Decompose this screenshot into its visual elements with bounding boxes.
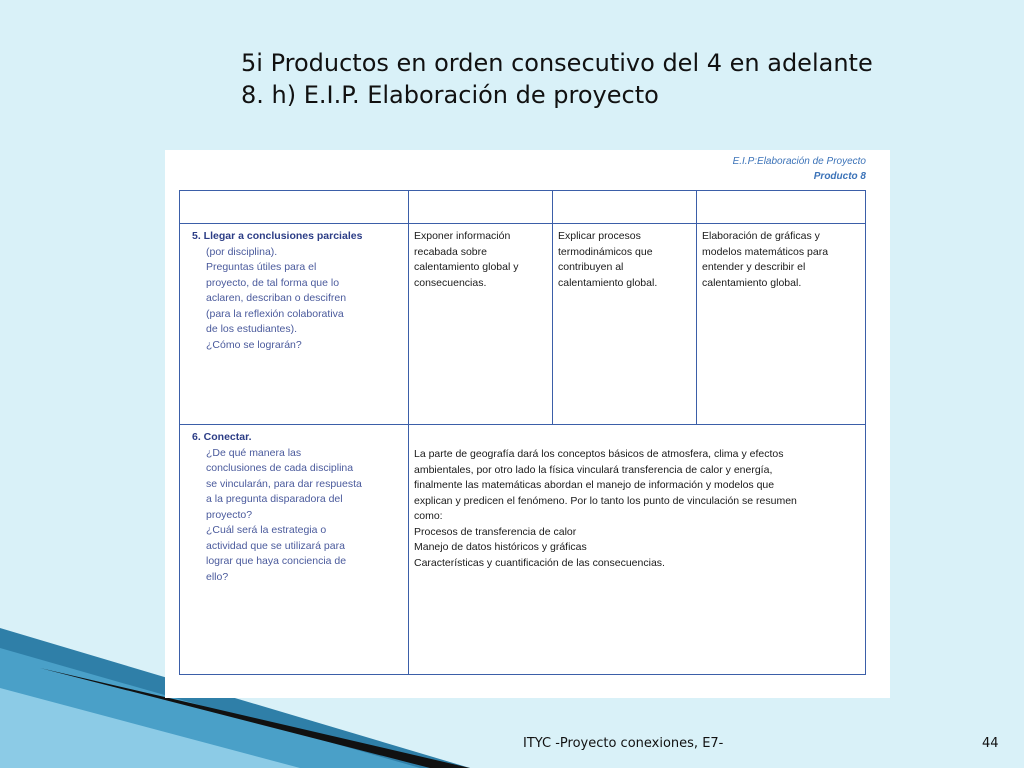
row6-line: se vincularán, para dar respuesta bbox=[206, 477, 362, 490]
row6-line: a la pregunta disparadora del bbox=[206, 493, 343, 505]
document-header bbox=[733, 156, 866, 182]
document-header-title: E.I.P:Elaboración de Proyecto bbox=[732, 156, 866, 167]
table-row bbox=[180, 224, 866, 425]
cell-line: Características y cuantificación de las consecuencias. bbox=[414, 556, 665, 569]
table-cell bbox=[180, 191, 409, 224]
cell-line: calentamiento global. bbox=[558, 276, 658, 289]
table-cell bbox=[553, 191, 697, 224]
row6-line: actividad que se utilizará para bbox=[206, 539, 345, 552]
row5-line: proyecto, de tal forma que lo bbox=[206, 276, 340, 289]
footer-text: ITYC -Proyecto conexiones, E7- bbox=[523, 736, 724, 751]
cell-line: contribuyen al bbox=[558, 261, 624, 273]
row5-line: de los estudiantes). bbox=[206, 323, 298, 335]
cell-line: ambientales, por otro lado la física vinculará transferencia de calor y energía, bbox=[414, 463, 773, 476]
cell-line: Exponer información bbox=[414, 230, 511, 242]
row6-label-cell bbox=[180, 425, 409, 675]
row6-lead: 6. Conectar. bbox=[192, 431, 252, 443]
row5-line: aclaren, describan o descifren bbox=[206, 292, 347, 304]
cell-line: entender y describir el bbox=[702, 261, 806, 273]
table-header-row bbox=[180, 191, 866, 224]
cell-line: modelos matemáticos para bbox=[702, 245, 829, 258]
project-table bbox=[179, 190, 866, 675]
row6-line: ¿De qué manera las bbox=[206, 446, 302, 459]
slide-title bbox=[241, 47, 873, 111]
title-line-2: 8. h) E.I.P. Elaboración de proyecto bbox=[241, 81, 659, 109]
cell-line: La parte de geografía dará los conceptos básicos de atmosfera, clima y efectos bbox=[414, 448, 784, 460]
document-image bbox=[165, 150, 890, 698]
row5-label-cell bbox=[180, 224, 409, 425]
page-number: 44 bbox=[982, 736, 999, 751]
table-cell bbox=[409, 191, 553, 224]
row6-line: lograr que haya conciencia de bbox=[206, 555, 347, 567]
cell-line: consecuencias. bbox=[414, 276, 487, 289]
row5-line: ¿Cómo se lograrán? bbox=[206, 338, 302, 351]
cell-line: como: bbox=[414, 510, 443, 522]
row6-line: ello? bbox=[206, 570, 229, 583]
row5-line: Preguntas útiles para el bbox=[206, 261, 317, 273]
row5-physics-cell bbox=[553, 224, 697, 425]
cell-line: Elaboración de gráficas y bbox=[702, 230, 820, 242]
row6-line: conclusiones de cada disciplina bbox=[206, 462, 354, 474]
title-line-1: 5i Productos en orden consecutivo del 4 en adelante bbox=[241, 49, 873, 77]
row5-line: (por disciplina). bbox=[206, 245, 278, 258]
cell-line: Procesos de transferencia de calor bbox=[414, 525, 577, 538]
cell-line: recabada sobre bbox=[414, 245, 487, 258]
table-row bbox=[180, 425, 866, 675]
cell-line: termodinámicos que bbox=[558, 245, 653, 258]
row6-line: ¿Cuál será la estrategia o bbox=[206, 524, 327, 536]
cell-line: finalmente las matemáticas abordan el manejo de información y modelos que bbox=[414, 479, 775, 491]
row6-body-cell bbox=[409, 425, 866, 675]
row6-line: proyecto? bbox=[206, 508, 253, 521]
row5-lead: 5. Llegar a conclusiones parciales bbox=[192, 230, 363, 242]
cell-line: calentamiento global y bbox=[414, 261, 519, 273]
row5-geography-cell bbox=[409, 224, 553, 425]
row5-math-cell bbox=[697, 224, 866, 425]
cell-line: Explicar procesos bbox=[558, 230, 641, 242]
cell-line: explican y predicen el fenómeno. Por lo tanto los punto de vinculación se resumen bbox=[414, 494, 797, 507]
cell-line: calentamiento global. bbox=[702, 276, 802, 289]
table-cell bbox=[697, 191, 866, 224]
document-header-product: Producto 8 bbox=[813, 171, 866, 182]
row5-line: (para la reflexión colaborativa bbox=[206, 307, 344, 320]
cell-line: Manejo de datos históricos y gráficas bbox=[414, 541, 587, 553]
